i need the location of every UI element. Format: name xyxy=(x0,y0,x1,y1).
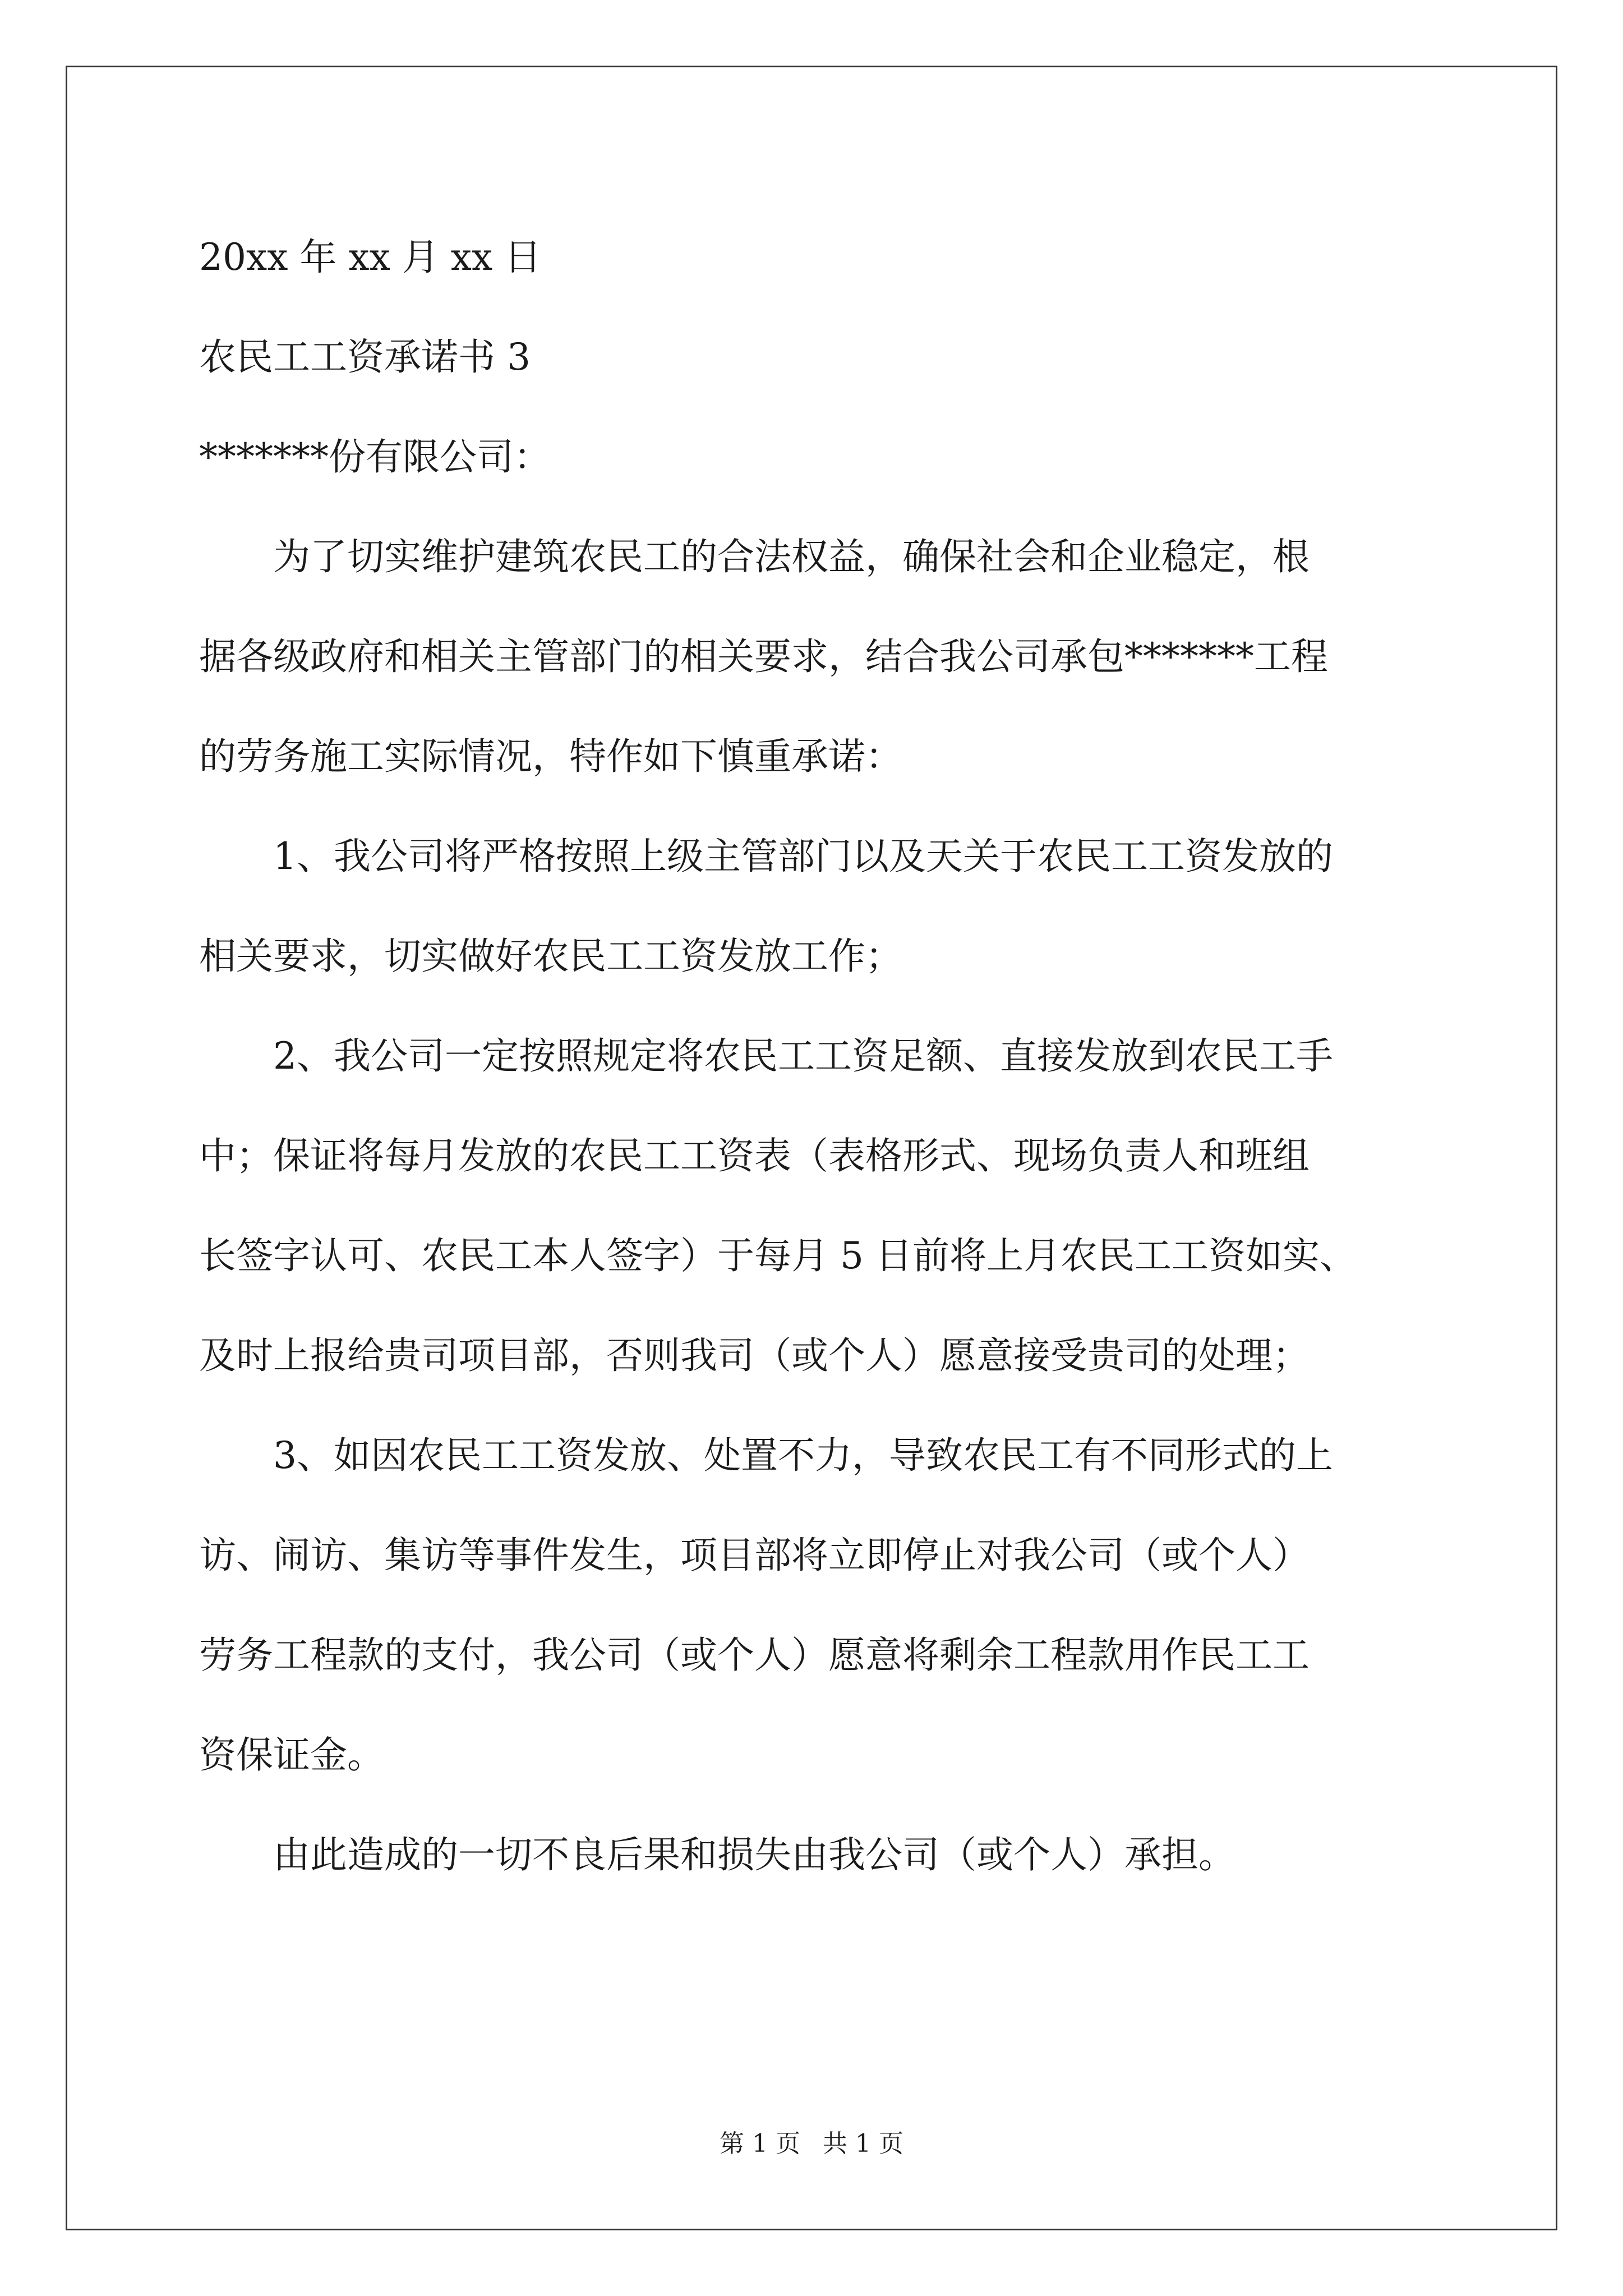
paragraph-line: 的劳务施工实际情况，特作如下慎重承诺： xyxy=(199,735,902,778)
paragraph-line: 资保证金。 xyxy=(199,1733,384,1777)
paragraph-line: 及时上报给贵司项目部，否则我司（或个人）愿意接受贵司的处理； xyxy=(199,1334,1310,1377)
date-line: 20xx 年 xx 月 xx 日 xyxy=(199,236,542,279)
paragraph-line: 访、闹访、集访等事件发生，项目部将立即停止对我公司（或个人） xyxy=(199,1534,1310,1577)
paragraph-line: 长签字认可、农民工本人签字）于每月 5 日前将上月农民工工资如实、 xyxy=(199,1234,1357,1277)
paragraph-line: 2、我公司一定按照规定将农民工工资足额、直接发放到农民工手 xyxy=(273,1034,1333,1078)
page-footer xyxy=(0,2123,1623,2159)
paragraph-line: 3、如因农民工工资发放、处置不力，导致农民工有不同形式的上 xyxy=(273,1434,1333,1477)
page-number: 第 1 页 xyxy=(720,2129,800,2158)
paragraph-line: 中；保证将每月发放的农民工工资表（表格形式、现场负责人和班组 xyxy=(199,1134,1310,1177)
paragraph-item-2 xyxy=(199,1006,1455,1406)
paragraph-line: 为了切实维护建筑农民工的合法权益，确保社会和企业稳定，根 xyxy=(273,535,1310,578)
paragraph-line: 1、我公司将严格按照上级主管部门以及天关于农民工工资发放的 xyxy=(273,835,1333,878)
paragraph-intro xyxy=(199,507,1455,807)
addressee: *******份有限公司： xyxy=(199,435,551,478)
document-title: 农民工工资承诺书 3 xyxy=(199,335,531,379)
paragraph-item-1 xyxy=(199,807,1455,1006)
paragraph-line: 劳务工程款的支付，我公司（或个人）愿意将剩余工程款用作民工工 xyxy=(199,1634,1310,1677)
paragraph-line: 相关要求，切实做好农民工工资发放工作； xyxy=(199,935,902,978)
paragraph-closing xyxy=(199,1805,1455,1905)
document-body xyxy=(199,208,1455,1905)
paragraph-line: 据各级政府和相关主管部门的相关要求，结合我公司承包*******工程 xyxy=(199,635,1328,678)
paragraph-line: 由此造成的一切不良后果和损失由我公司（或个人）承担。 xyxy=(273,1833,1235,1876)
paragraph-item-3 xyxy=(199,1406,1455,1805)
page-total: 共 1 页 xyxy=(823,2129,903,2158)
